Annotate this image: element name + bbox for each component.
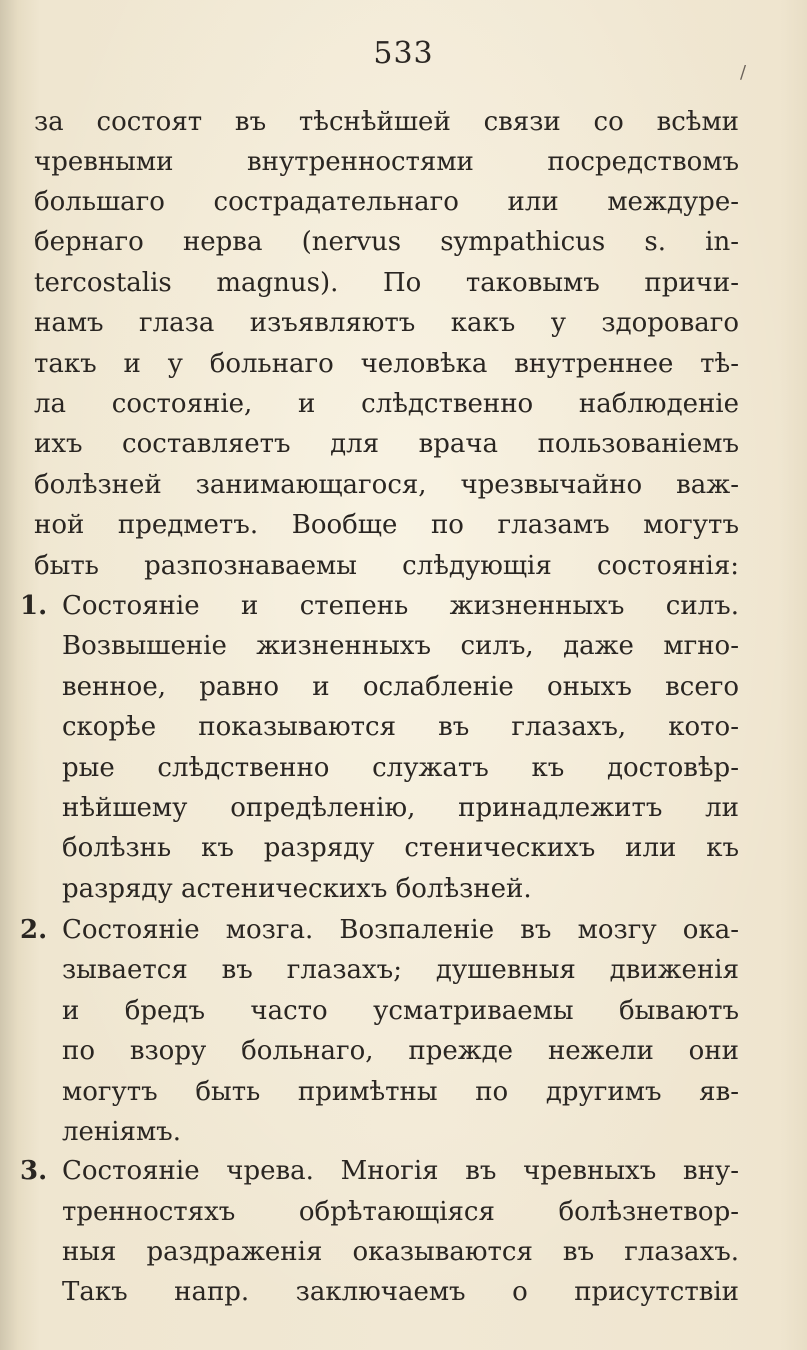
text-line: ленiямъ. bbox=[62, 1117, 181, 1147]
text-line: намъ глаза изъявляютъ какъ у здороваго bbox=[34, 308, 739, 338]
text-line: рые слѣдственно служатъ къ достовѣр- bbox=[62, 753, 739, 783]
text-line: ныя раздраженiя оказываются въ глазахъ. bbox=[62, 1237, 739, 1267]
text-line: ной предметъ. Вообще по глазамъ могутъ bbox=[34, 510, 739, 540]
text-line: быть разпознаваемы слѣдующiя состоянiя: bbox=[34, 551, 739, 581]
text-line: нѣйшему опредѣленiю, принадлежитъ ли bbox=[62, 793, 739, 823]
text-line: большаго сострадательнаго или междуре- bbox=[34, 187, 739, 217]
text-line: разряду астеническихъ болѣзней. bbox=[62, 874, 532, 904]
print-speck: / bbox=[740, 62, 747, 83]
text-line: и бредъ часто усматриваемы бываютъ bbox=[62, 996, 739, 1026]
text-line: зывается въ глазахъ; душевныя движенiя bbox=[62, 955, 739, 985]
text-line: могутъ быть примѣтны по другимъ яв- bbox=[62, 1077, 739, 1107]
text-line: Состоянiе мозга. Возпаленiе въ мозгу ока- bbox=[62, 915, 739, 945]
text-line: венное, равно и ослабленiе оныхъ всего bbox=[62, 672, 739, 702]
item-number: 2. bbox=[20, 915, 48, 945]
text-line: tercostalis magnus). По таковымъ причи- bbox=[34, 268, 739, 298]
text-line: за состоят въ тѣснѣйшей связи со всѣми bbox=[34, 107, 739, 137]
text-line: по взору больнаго, прежде нежели они bbox=[62, 1036, 739, 1066]
text-line: Состоянiе чрева. Многiя въ чревныхъ вну- bbox=[62, 1156, 739, 1186]
text-line: ла состоянiе, и слѣдственно наблюденiе bbox=[34, 389, 739, 419]
text-line: такъ и у больнаго человѣка внутреннее тѣ- bbox=[34, 349, 739, 379]
text-line: Возвышенiе жизненныхъ силъ, даже мгно- bbox=[62, 631, 739, 661]
text-line: скорѣе показываются въ глазахъ, кото- bbox=[62, 712, 739, 742]
text-line: тренностяхъ обрѣтающiяся болѣзнетвор- bbox=[62, 1197, 739, 1227]
item-number: 1. bbox=[20, 591, 48, 621]
text-line: Состоянiе и степень жизненныхъ силъ. bbox=[62, 591, 739, 621]
text-line: чревными внутренностями посредствомъ bbox=[34, 147, 739, 177]
text-line: Такъ напр. заключаемъ о присутствiи bbox=[62, 1277, 739, 1307]
text-line: бернаго нерва (nervus sympathicus s. in- bbox=[34, 227, 739, 257]
text-line: болѣзней занимающагося, чрезвычайно важ- bbox=[34, 470, 739, 500]
page-number: 533 bbox=[373, 36, 434, 71]
text-line: болѣзнь къ разряду стеническихъ или къ bbox=[62, 833, 739, 863]
text-line: ихъ составляетъ для врача пользованiемъ bbox=[34, 429, 739, 459]
item-number: 3. bbox=[20, 1156, 48, 1186]
